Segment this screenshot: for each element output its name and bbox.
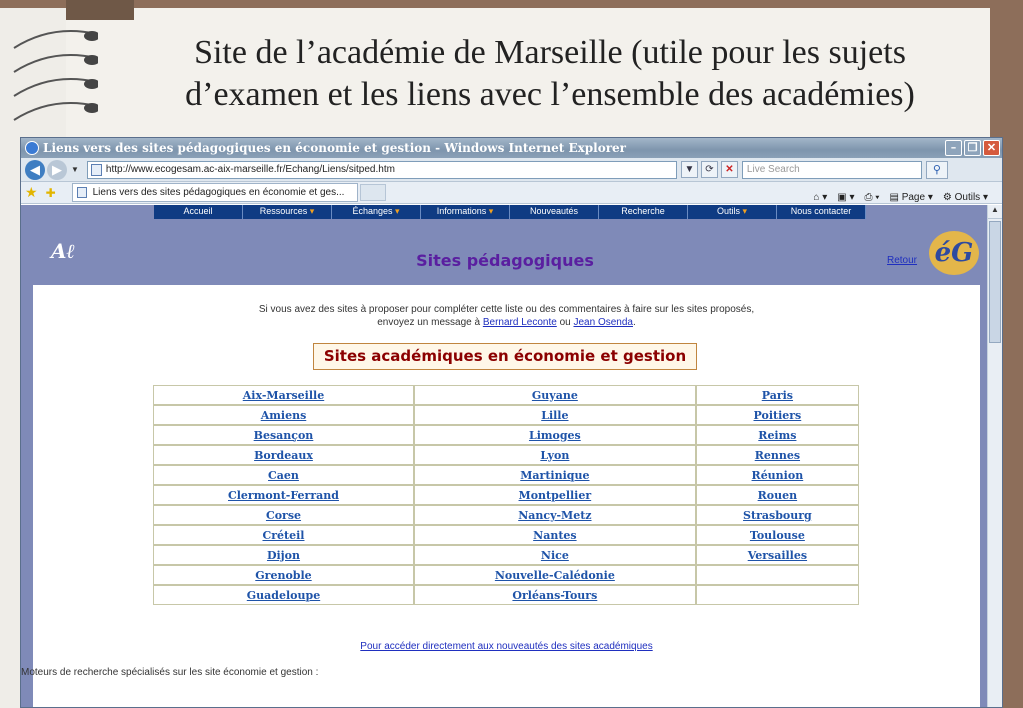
academie-link[interactable]: Nice: [414, 545, 696, 565]
menu-recherche[interactable]: Recherche: [599, 205, 688, 219]
ecogestion-logo: éG: [929, 231, 979, 275]
academie-link[interactable]: Limoges: [414, 425, 696, 445]
academie-link[interactable]: Aix-Marseille: [153, 385, 414, 405]
slide-title-line1: Site de l’académie de Marseille (utile pour les sujets: [194, 34, 906, 71]
address-bar: [21, 158, 1002, 182]
forward-button[interactable]: ▶: [47, 160, 67, 180]
moteurs-text: Moteurs de recherche spécialisés sur les site économie et gestion :: [21, 667, 319, 678]
contact-link-osenda[interactable]: Jean Osenda: [573, 317, 633, 328]
academie-link[interactable]: Toulouse: [696, 525, 859, 545]
table-row: [153, 385, 859, 405]
table-row: [153, 545, 859, 565]
academie-link[interactable]: Martinique: [414, 465, 696, 485]
academie-link[interactable]: Nouvelle-Calédonie: [414, 565, 696, 585]
url-dropdown-icon[interactable]: ▼: [681, 161, 698, 178]
menu-contact[interactable]: Nous contacter: [777, 205, 866, 219]
menu-accueil[interactable]: Accueil: [154, 205, 243, 219]
academie-link[interactable]: Lyon: [414, 445, 696, 465]
stop-icon[interactable]: ✕: [721, 161, 738, 178]
ie-logo-icon: [25, 141, 39, 155]
tools-menu[interactable]: ⚙ Outils ▾: [942, 191, 988, 203]
academie-link[interactable]: Réunion: [696, 465, 859, 485]
url-field[interactable]: [87, 161, 677, 179]
binder-ring-icon: [12, 100, 98, 124]
academie-link[interactable]: Amiens: [153, 405, 414, 425]
binder-ring-icon: [12, 52, 98, 76]
intro-text: Si vous avez des sites à proposer pour compléter cette liste ou des commentaires à faire sur les sites proposés, envoyez un message à Bernard Leconte ou Jean Osenda.: [258, 304, 755, 328]
empty-cell: [696, 585, 859, 605]
tab-current[interactable]: [72, 183, 358, 202]
contact-link-leconte[interactable]: Bernard Leconte: [482, 317, 557, 328]
paper-top-edge: [66, 0, 134, 20]
academie-link[interactable]: Lille: [414, 405, 696, 425]
refresh-icon[interactable]: ⟳: [701, 161, 718, 178]
table-row: [153, 505, 859, 525]
print-icon[interactable]: ⎙ ▾: [864, 191, 880, 203]
menu-ressources[interactable]: Ressources ▾: [243, 205, 332, 219]
feeds-icon[interactable]: ▣ ▾: [837, 191, 855, 203]
slide-title: [130, 32, 970, 116]
table-row: [153, 485, 859, 505]
page-icon: [77, 187, 87, 198]
vertical-scrollbar[interactable]: [987, 205, 1002, 708]
academie-logo: Aℓ: [51, 239, 76, 263]
minimize-button[interactable]: –: [945, 140, 962, 156]
close-button[interactable]: ✕: [983, 140, 1000, 156]
window-titlebar[interactable]: [21, 138, 1002, 158]
scroll-thumb[interactable]: [989, 221, 1001, 343]
table-row: [153, 525, 859, 545]
academie-link[interactable]: Guyane: [414, 385, 696, 405]
page-content: [21, 205, 989, 708]
table-row: [153, 445, 859, 465]
academie-link[interactable]: Montpellier: [414, 485, 696, 505]
academie-link[interactable]: Guadeloupe: [153, 585, 414, 605]
academie-link[interactable]: Nantes: [414, 525, 696, 545]
url-text: http://www.ecogesam.ac-aix-marseille.fr/Echang/Liens/sitped.htm: [105, 163, 395, 175]
academie-link[interactable]: Orléans-Tours: [414, 585, 696, 605]
section-title: Sites académiques en économie et gestion: [313, 343, 697, 370]
history-dropdown-icon[interactable]: ▼: [71, 165, 79, 174]
academies-table: [153, 385, 859, 605]
retour-link[interactable]: Retour: [887, 255, 918, 266]
academie-link[interactable]: Versailles: [696, 545, 859, 565]
menu-informations[interactable]: Informations ▾: [421, 205, 510, 219]
academie-link[interactable]: Grenoble: [153, 565, 414, 585]
home-icon[interactable]: ⌂ ▾: [813, 191, 828, 203]
nouveautes-link[interactable]: Pour accéder directement aux nouveautés des sites académiques: [360, 641, 653, 652]
search-input[interactable]: Live Search: [742, 161, 922, 179]
academie-link[interactable]: Corse: [153, 505, 414, 525]
table-row: [153, 425, 859, 445]
new-tab-button[interactable]: [360, 184, 386, 201]
menu-outils[interactable]: Outils ▾: [688, 205, 777, 219]
academie-link[interactable]: Clermont-Ferrand: [153, 485, 414, 505]
slide-title-line2: d’examen et les liens avec l’ensemble des académies): [185, 76, 915, 113]
search-icon[interactable]: ⚲: [926, 161, 948, 179]
table-row: [153, 405, 859, 425]
academie-link[interactable]: Créteil: [153, 525, 414, 545]
maximize-button[interactable]: ❐: [964, 140, 981, 156]
academie-link[interactable]: Strasbourg: [696, 505, 859, 525]
academie-link[interactable]: Reims: [696, 425, 859, 445]
academie-link[interactable]: Bordeaux: [153, 445, 414, 465]
binder-ring-icon: [12, 28, 98, 52]
table-row: [153, 585, 859, 605]
browser-window: [20, 137, 1003, 708]
page-heading: Sites pédagogiques: [416, 251, 594, 270]
academie-link[interactable]: Poitiers: [696, 405, 859, 425]
main-panel: [21, 285, 980, 708]
back-button[interactable]: ◀: [25, 160, 45, 180]
add-favorites-icon[interactable]: ✚: [45, 185, 56, 200]
page-menu[interactable]: ▤ Page ▾: [889, 191, 933, 203]
academie-link[interactable]: Nancy-Metz: [414, 505, 696, 525]
empty-cell: [696, 565, 859, 585]
academie-link[interactable]: Rouen: [696, 485, 859, 505]
page-icon: [91, 164, 102, 176]
menu-nouveautes[interactable]: Nouveautés: [510, 205, 599, 219]
academie-link[interactable]: Paris: [696, 385, 859, 405]
scroll-up-icon[interactable]: ▲: [988, 205, 1002, 219]
favorites-star-icon[interactable]: ★: [25, 184, 38, 200]
academie-link[interactable]: Caen: [153, 465, 414, 485]
academie-link[interactable]: Rennes: [696, 445, 859, 465]
table-row: [153, 565, 859, 585]
academie-link[interactable]: Dijon: [153, 545, 414, 565]
tab-label: Liens vers des sites pédagogiques en économie et ges...: [92, 187, 345, 198]
academie-link[interactable]: Besançon: [153, 425, 414, 445]
menu-echanges[interactable]: Échanges ▾: [332, 205, 421, 219]
window-title: Liens vers des sites pédagogiques en économie et gestion - Windows Internet Explorer: [43, 141, 626, 155]
binder-ring-icon: [12, 76, 98, 100]
site-menu: [154, 205, 866, 219]
table-row: [153, 465, 859, 485]
